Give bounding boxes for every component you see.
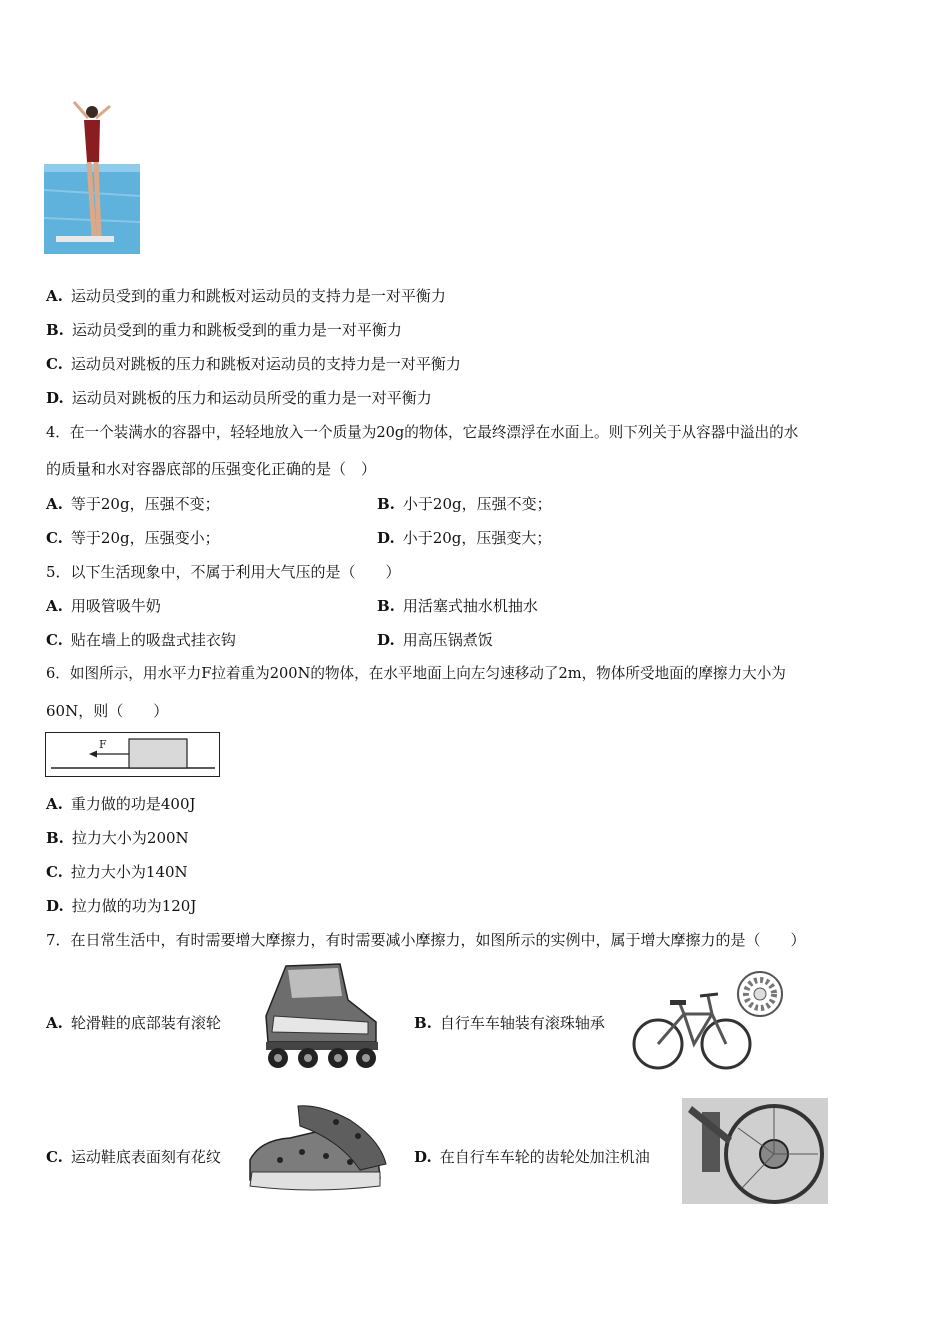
q7-option-b: B. 自行车车轴装有滚珠轴承 [414,1014,605,1032]
q5-option-b: B. 用活塞式抽水机抽水 [377,597,538,615]
q6-stem-line1: 6．如图所示，用水平力F拉着重为200N的物体，在水平地面上向左匀速移动了2m，物体所受地面的摩擦力大小为 [46,665,786,682]
q5-option-a: A. 用吸管吸牛奶 [46,597,161,615]
q3-option-a: A. 运动员受到的重力和跳板对运动员的支持力是一对平衡力 [46,287,446,305]
q5-stem: 5．以下生活现象中，不属于利用大气压的是（ ） [46,563,401,581]
q4-stem-line1: 4．在一个装满水的容器中，轻轻地放入一个质量为20g的物体，它最终漂浮在水面上。则下列关于从容器中溢出的水 [46,424,799,441]
q4-option-d: D. 小于20g，压强变大； [377,529,552,547]
q5-option-d: D. 用高压锅煮饭 [377,631,493,649]
q3-option-b: B. 运动员受到的重力和跳板受到的重力是一对平衡力 [46,321,402,339]
q5-option-c: C. 贴在墙上的吸盘式挂衣钩 [46,631,236,649]
q6-option-d: D. 拉力做的功为120J [46,897,197,915]
q6-option-a: A. 重力做的功是400J [46,795,196,813]
q4-stem-line2: 的质量和水对容器底部的压强变化正确的是（ ） [46,460,377,478]
q7-option-d: D. 在自行车车轮的齿轮处加注机油 [414,1148,650,1166]
inline-skate-image [248,960,384,1072]
force-label: F [99,738,107,751]
block [129,739,187,768]
force-diagram [45,732,221,778]
q7-option-a: A. 轮滑鞋的底部装有滚轮 [46,1014,221,1032]
q4-option-c: C. 等于20g，压强变小； [46,529,220,547]
q6-option-c: C. 拉力大小为140N [46,863,188,881]
sneaker-image [240,1100,390,1200]
q6-stem-line2: 60N，则（ ） [46,702,169,720]
q7-option-c: C. 运动鞋底表面刻有花纹 [46,1148,221,1166]
q7-stem: 7．在日常生活中，有时需要增大摩擦力，有时需要减小摩擦力，如图所示的实例中，属于增大摩擦力的是（ ） [46,931,806,949]
bike-gear-oil-image [682,1098,828,1204]
q3-option-d: D. 运动员对跳板的压力和运动员所受的重力是一对平衡力 [46,389,432,407]
diver-figure [44,100,144,256]
q4-option-b: B. 小于20g，压强不变； [377,495,552,513]
q3-option-c: C. 运动员对跳板的压力和跳板对运动员的支持力是一对平衡力 [46,355,461,373]
bicycle-bearing-image [628,966,788,1076]
q4-option-a: A. 等于20g，压强不变； [46,495,220,513]
q6-option-b: B. 拉力大小为200N [46,829,189,847]
